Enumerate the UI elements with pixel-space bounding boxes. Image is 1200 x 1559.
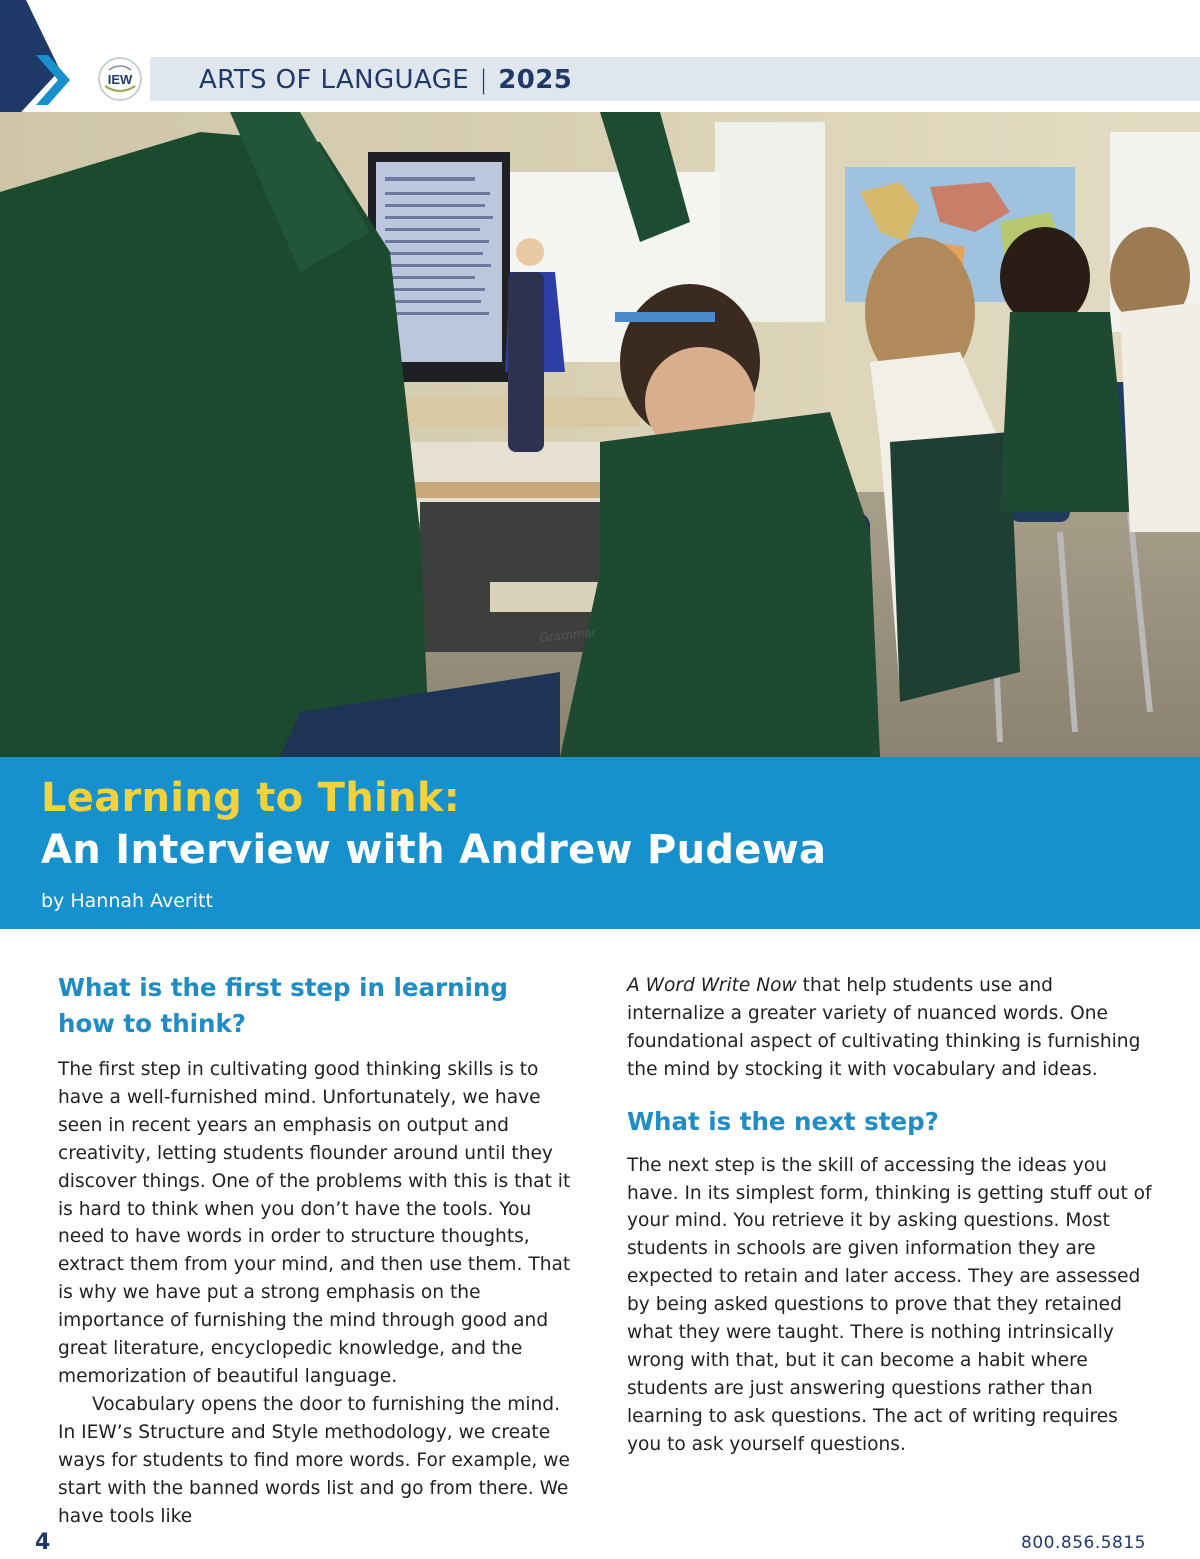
- classroom-photo: [0, 112, 1200, 757]
- answer-paragraph-2-start: Vocabulary opens the door to furnishing the mind. In IEW’s Structure and Style methodology, we create ways for students to find more words. For example, we start with the banned words list and go from there. We have tools like: [58, 1393, 570, 1527]
- question-heading-2: What is the next step?: [627, 1106, 939, 1136]
- answer-paragraph-2-end: that help students use and internalize a greater variety of nuanced words. One foundational aspect of cultivating thinking is furnishing the mind by stocking it with vocabulary and ideas.: [627, 975, 1141, 1080]
- answer-paragraph-2-continued: [627, 972, 1152, 1084]
- article-byline: by Hannah Averitt: [41, 890, 213, 912]
- classroom-photo-icon: [0, 112, 1200, 757]
- book-title-a-word-write-now: A Word Write Now: [627, 975, 797, 996]
- article-title-banner: [0, 757, 1200, 929]
- right-column: [627, 972, 1152, 1459]
- title-separator: |: [479, 65, 489, 95]
- publication-name: ARTS OF LANGUAGE: [199, 65, 470, 95]
- phone-number: 800.856.5815: [1021, 1533, 1146, 1553]
- article-title-line1: Learning to Think:: [41, 775, 461, 821]
- publication-title: [199, 60, 572, 100]
- publication-year: 2025: [498, 65, 573, 95]
- answer-paragraph-3: The next step is the skill of accessing the ideas you have. In its simplest form, thinking is getting stuff out of your mind. You retrieve it by asking questions. Most students in schools are given information they are expected to retain and later access. They are assessed by being asked questions to prove that they retained what they were taught. There is nothing intrinsically wrong with that, but it can become a habit where students are just answering questions rather than learning to ask questions. The act of writing requires you to ask yourself questions.: [627, 1154, 1152, 1455]
- question-heading-1: What is the first step in learning how to think?: [58, 973, 508, 1038]
- logo-text: IEW: [107, 72, 133, 87]
- iew-logo-icon: [97, 56, 143, 102]
- binder-label: Grammar: [538, 625, 598, 645]
- answer-paragraph-1: The first step in cultivating good thinking skills is to have a well-furnished mind. Unfortunately, we have seen in recent years an emphasis on output and creativity, letting students flounder around until they discover things. One of the problems with this is that it is hard to think when you don’t have the tools. You need to have words in order to structure thoughts, extract them from your mind, and then use them. That is why we have put a strong emphasis on the importance of furnishing the mind through good and great literature, encyclopedic knowledge, and the memorization of beautiful language.: [58, 1059, 571, 1387]
- page-number: 4: [35, 1530, 51, 1555]
- article-title-line2: An Interview with Andrew Pudewa: [41, 827, 827, 873]
- left-column: [58, 970, 580, 1530]
